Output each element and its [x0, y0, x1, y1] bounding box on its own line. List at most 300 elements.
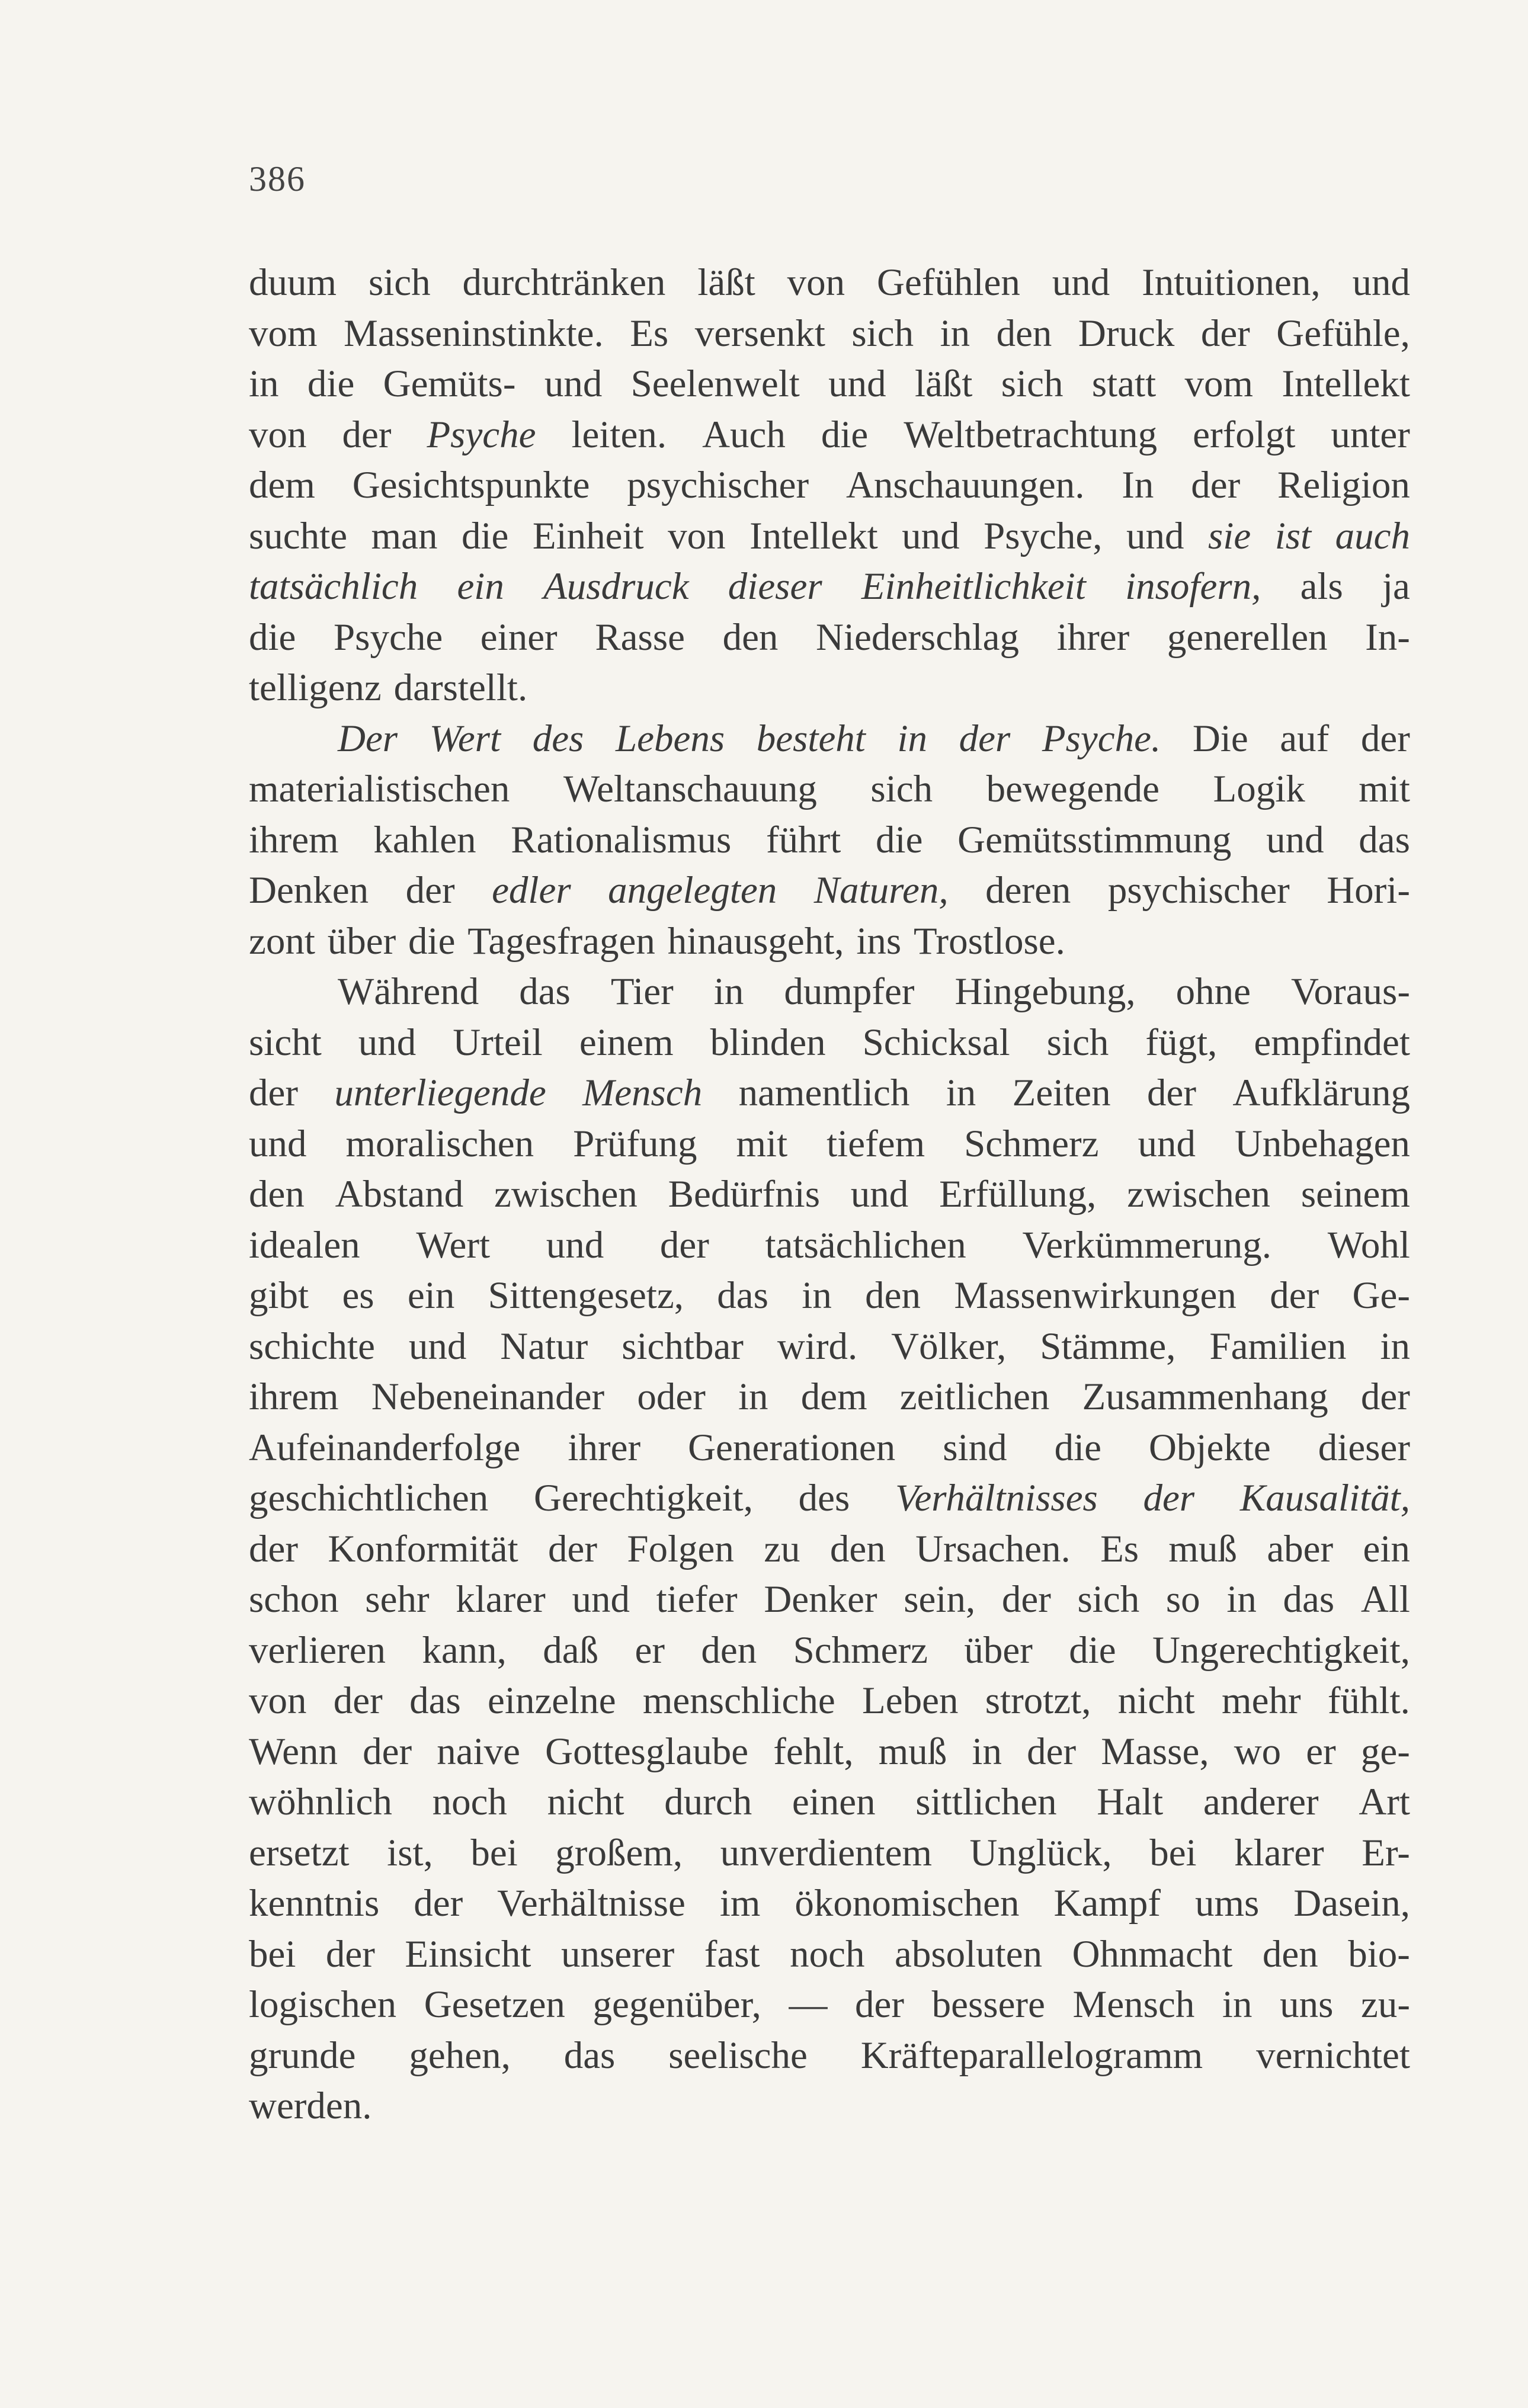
word: hinausgeht, [667, 919, 844, 963]
word: Stämme, [1040, 1325, 1176, 1368]
word: Tier [610, 970, 674, 1013]
word: oder [637, 1375, 706, 1418]
word: man [371, 514, 438, 557]
word: der [1146, 1072, 1196, 1114]
text-line [249, 967, 1410, 1018]
word: uns [1280, 1983, 1334, 2026]
emphasized-word: der [959, 717, 1011, 760]
body-text [249, 258, 1410, 2132]
text-line [249, 511, 1410, 562]
word: und [544, 363, 603, 405]
word: In- [1365, 615, 1410, 659]
text-line [249, 1828, 1410, 1879]
word: bei [249, 1932, 296, 1976]
word: Hingebung, [954, 970, 1136, 1013]
word: psychischer [1107, 869, 1290, 912]
word: sich [1046, 1021, 1109, 1064]
word: auf [1280, 717, 1330, 760]
word: unserer [560, 1932, 675, 1976]
word: daß [543, 1628, 599, 1672]
word: klarer [1234, 1831, 1324, 1874]
word: ge- [1360, 1730, 1410, 1773]
emphasized-word: Ausdruck [543, 565, 689, 608]
word: erfolgt [1193, 413, 1296, 456]
word: Verhältnisse [497, 1882, 685, 1925]
word: ökonomischen [795, 1882, 1020, 1925]
word: nicht [1117, 1679, 1195, 1722]
word: psychischer [627, 464, 809, 506]
word: Die [1192, 717, 1248, 760]
word: zont [249, 919, 315, 963]
word: bessere [931, 1983, 1045, 2026]
word: wird. [777, 1325, 858, 1368]
word: Einsicht [405, 1932, 531, 1976]
emphasized-word: auch [1335, 514, 1410, 557]
word: Schmerz [793, 1628, 928, 1672]
word: Bedürfnis [668, 1173, 821, 1216]
word: sich [870, 768, 933, 810]
word: einem [579, 1021, 674, 1064]
word: den [829, 1527, 886, 1570]
word: die [249, 615, 296, 659]
word: sichtbar [622, 1325, 744, 1368]
word: und [902, 514, 960, 557]
word: blinden [710, 1021, 826, 1064]
word: die [821, 413, 869, 456]
word: sich [1001, 363, 1063, 405]
word: läßt [914, 363, 973, 405]
word: Gesetzen [424, 1983, 565, 2026]
word: der [1360, 1375, 1410, 1418]
word: die [1069, 1628, 1116, 1672]
text-line [249, 1169, 1410, 1220]
text-line [249, 1423, 1410, 1474]
word: den [1262, 1932, 1318, 1976]
text-line [249, 1625, 1410, 1676]
word: und [572, 1578, 630, 1621]
word: Ursachen. [915, 1527, 1071, 1570]
word: schon [249, 1578, 339, 1621]
word: idealen [249, 1223, 360, 1266]
emphasized-word: Psyche. [1042, 717, 1161, 760]
word: der [547, 1527, 597, 1570]
word: Schicksal [862, 1021, 1010, 1064]
word: Verkümmerung. [1022, 1223, 1272, 1266]
word: der [1191, 464, 1241, 506]
word: sich [851, 312, 914, 355]
emphasized-word: Kausalität, [1239, 1477, 1410, 1519]
word: Prüfung [573, 1122, 697, 1165]
word: Denken [249, 869, 369, 912]
text-line [249, 562, 1410, 613]
word: bei [470, 1831, 518, 1874]
word: ein [1363, 1527, 1410, 1570]
word: Intellekt [749, 514, 878, 557]
word: der [333, 1679, 383, 1722]
word: der [325, 1932, 375, 1976]
word: Rasse [595, 615, 685, 659]
word: Nebeneinander [371, 1375, 605, 1418]
word: einzelne [488, 1679, 616, 1722]
word: noch [432, 1781, 507, 1823]
emphasized-word: der [1143, 1477, 1195, 1519]
word: Gemütsstimmung [957, 818, 1232, 861]
word: in [802, 1274, 832, 1317]
word: Folgen [627, 1527, 734, 1570]
word: sind [943, 1426, 1007, 1469]
word: Weltbetrachtung [904, 413, 1158, 456]
word: Kräfteparallelogramm [860, 2034, 1203, 2077]
word: Einheit [532, 514, 644, 557]
text-line [249, 1119, 1410, 1170]
word: das [519, 970, 571, 1013]
word: zu- [1360, 1983, 1410, 2026]
word: sein, [904, 1578, 976, 1621]
word: Abstand [335, 1173, 464, 1216]
word: ja [1382, 565, 1410, 608]
word: gegenüber, [592, 1983, 761, 2026]
word: der [249, 1072, 298, 1114]
word: empfindet [1254, 1021, 1410, 1064]
word: Objekte [1149, 1426, 1271, 1469]
word: das [563, 2034, 616, 2077]
word: tatsächlichen [765, 1223, 966, 1266]
word: in [1226, 1578, 1257, 1621]
word: der [855, 1983, 905, 2026]
word: Trostlose. [914, 919, 1065, 963]
word: Masseninstinkte. [344, 312, 604, 355]
word: anderer [1203, 1781, 1319, 1823]
word: darstellt. [393, 666, 528, 709]
word: und [1352, 261, 1410, 304]
word: tiefer [656, 1578, 738, 1621]
text-line [249, 1220, 1410, 1271]
word: fehlt, [773, 1730, 854, 1773]
word: Sittengesetz, [488, 1274, 684, 1317]
word: Gerechtigkeit, [533, 1477, 753, 1519]
word: und [546, 1223, 604, 1266]
word: das [1283, 1578, 1335, 1621]
word: Es [1100, 1527, 1139, 1570]
word: Psyche, [984, 514, 1103, 557]
word: materialistischen [249, 768, 510, 810]
text-line [249, 1777, 1410, 1828]
word: dem [249, 464, 315, 506]
word: ihrem [249, 1375, 339, 1418]
page-number: 386 [249, 159, 306, 198]
text-line [249, 1473, 1410, 1524]
word: Intellekt [1282, 363, 1410, 405]
word: durch [664, 1781, 752, 1823]
word: aber [1267, 1527, 1334, 1570]
word: bei [1149, 1831, 1197, 1874]
text-line [249, 613, 1410, 663]
word: großem, [555, 1831, 683, 1874]
word: Konformität [328, 1527, 518, 1570]
word: der [405, 869, 455, 912]
word: die [408, 919, 456, 963]
word: Urteil [453, 1021, 543, 1064]
word: gehen, [409, 2034, 511, 2077]
word: in [946, 1072, 976, 1114]
text-line [249, 258, 1410, 309]
word: Aufeinanderfolge [249, 1426, 521, 1469]
word: Rationalismus [511, 818, 732, 861]
word: muß [878, 1730, 947, 1773]
word: absoluten [894, 1932, 1043, 1976]
emphasized-word: des [532, 717, 584, 760]
text-line [249, 410, 1410, 461]
word: zu [764, 1527, 800, 1570]
word: namentlich [738, 1072, 910, 1114]
word: über [327, 919, 396, 963]
word: All [1360, 1578, 1410, 1621]
word: statt [1091, 363, 1157, 405]
word: durchtränken [462, 261, 666, 304]
emphasized-word: insofern, [1125, 565, 1261, 608]
word: Mensch [1072, 1983, 1195, 2026]
word: ein [407, 1274, 455, 1317]
word: Es [630, 312, 669, 355]
word: dieser [1318, 1426, 1410, 1469]
word: Während [338, 970, 479, 1013]
word: Dasein, [1293, 1882, 1410, 1925]
emphasized-word: ist [1274, 514, 1312, 557]
word: mit [736, 1122, 788, 1165]
word: als [1300, 565, 1343, 608]
word: naive [437, 1730, 521, 1773]
word: und [828, 363, 886, 405]
word: Ge- [1352, 1274, 1410, 1317]
emphasized-word: Wert [429, 717, 501, 760]
word: der [1200, 312, 1250, 355]
text-line [249, 2031, 1410, 2082]
word: des [798, 1477, 850, 1519]
word: fast [704, 1932, 760, 1976]
word: suchte [249, 514, 348, 557]
word: fügt, [1145, 1021, 1218, 1064]
word: mehr [1222, 1679, 1301, 1722]
word: logischen [249, 1983, 397, 2026]
word: grunde [249, 2034, 356, 2077]
word: Erfüllung, [939, 1173, 1097, 1216]
word: es [342, 1274, 374, 1317]
emphasized-word: besteht [756, 717, 866, 760]
word: von [787, 261, 845, 304]
word: Kampf [1053, 1882, 1161, 1925]
word: der [659, 1223, 709, 1266]
word: und [1052, 261, 1110, 304]
word: sich [368, 261, 431, 304]
word: Druck [1078, 312, 1175, 355]
emphasized-word: in [897, 717, 928, 760]
word: noch [790, 1932, 865, 1976]
word: in [738, 1375, 768, 1418]
word: Völker, [891, 1325, 1007, 1368]
emphasized-word: Lebens [615, 717, 725, 760]
word: von [668, 514, 726, 557]
text-line [249, 1878, 1410, 1929]
emphasized-word: Der [338, 717, 398, 760]
word: und [1266, 818, 1324, 861]
word: schichte [249, 1325, 375, 1368]
word: unverdientem [720, 1831, 933, 1874]
text-line [249, 1068, 1410, 1119]
word: Wert [416, 1223, 491, 1266]
word: klarer [456, 1578, 546, 1621]
text-line [249, 1322, 1410, 1373]
word: nicht [547, 1781, 624, 1823]
word: Unbehagen [1234, 1122, 1410, 1165]
word: vernichtet [1256, 2034, 1410, 2077]
word: zeitlichen [899, 1375, 1050, 1418]
text-line [249, 764, 1410, 815]
word: strotzt, [985, 1679, 1091, 1722]
emphasized-word: Naturen, [813, 869, 949, 912]
word: in [249, 363, 279, 405]
word: muß [1168, 1527, 1237, 1570]
word: Er- [1362, 1831, 1410, 1874]
word: Gesichtspunkte [352, 464, 590, 506]
text-line [249, 815, 1410, 866]
word: Niederschlag [816, 615, 1019, 659]
word: er [635, 1628, 665, 1672]
word: und [850, 1173, 909, 1216]
word: Seelenwelt [630, 363, 800, 405]
word: Voraus- [1290, 970, 1410, 1013]
word: moralischen [345, 1122, 534, 1165]
word: der [1270, 1274, 1319, 1317]
word: zwischen [1127, 1173, 1271, 1216]
word: Intuitionen, [1142, 261, 1321, 304]
word: den [722, 615, 779, 659]
word: Tagesfragen [467, 919, 655, 963]
word: und [249, 1122, 307, 1165]
text-line [249, 359, 1410, 410]
text-line [249, 2081, 1410, 2132]
word: wöhnlich [249, 1781, 392, 1823]
word: der [249, 1527, 298, 1570]
text-line [249, 1018, 1410, 1069]
emphasized-word: Verhältnisses [895, 1477, 1098, 1519]
word: telligenz [249, 666, 382, 709]
word: führt [765, 818, 841, 861]
word: die [461, 514, 509, 557]
word: ihrer [568, 1426, 641, 1469]
word: von [249, 1679, 307, 1722]
word: Zusammenhang [1082, 1375, 1328, 1418]
word: gibt [249, 1274, 309, 1317]
word: ihrer [1056, 615, 1130, 659]
word: der [414, 1882, 463, 1925]
text-line [249, 1929, 1410, 1980]
word: vom [249, 312, 318, 355]
text-line [249, 1575, 1410, 1625]
word: Unglück, [969, 1831, 1112, 1874]
word: von [249, 413, 307, 456]
word: der [1001, 1578, 1051, 1621]
word: in [713, 970, 744, 1013]
word: Hori- [1327, 869, 1410, 912]
word: generellen [1167, 615, 1328, 659]
word: ins [856, 919, 902, 963]
word: der [342, 413, 392, 456]
word: und [408, 1325, 467, 1368]
emphasized-word: unterliegende [334, 1072, 546, 1114]
word: kenntnis [249, 1882, 380, 1925]
word: Psyche [334, 615, 443, 659]
word: das [717, 1274, 768, 1317]
word: ohne [1175, 970, 1251, 1013]
word: bio- [1348, 1932, 1410, 1976]
word: Anschauungen. [845, 464, 1085, 506]
word: Wohl [1327, 1223, 1410, 1266]
word: ums [1194, 1882, 1260, 1925]
text-line [249, 865, 1410, 916]
word: bewegende [986, 768, 1159, 810]
word: so [1165, 1578, 1200, 1621]
word: die [1054, 1426, 1101, 1469]
text-line [249, 1676, 1410, 1727]
word: einen [792, 1781, 876, 1823]
word: unter [1331, 413, 1410, 456]
word: leiten. [571, 413, 667, 456]
word: der [1360, 717, 1410, 760]
word: Denker [764, 1578, 877, 1621]
text-line [249, 714, 1410, 765]
word: vom [1184, 363, 1254, 405]
word: dem [800, 1375, 867, 1418]
word: läßt [697, 261, 755, 304]
word: den [701, 1628, 757, 1672]
word: der [363, 1730, 412, 1773]
text-line [249, 1372, 1410, 1423]
word: ihrem [249, 818, 339, 861]
word: Art [1359, 1781, 1410, 1823]
word: der [1027, 1730, 1077, 1773]
text-line [249, 663, 1410, 714]
text-line [249, 460, 1410, 511]
word: tiefem [827, 1122, 925, 1165]
word: geschichtlichen [249, 1477, 489, 1519]
word: deren [985, 869, 1071, 912]
emphasized-word: Mensch [582, 1072, 703, 1114]
word: fühlt. [1327, 1679, 1410, 1722]
word: Familien [1209, 1325, 1347, 1368]
word: Auch [702, 413, 786, 456]
word: mit [1359, 768, 1410, 810]
text-line [249, 1524, 1410, 1575]
word: dumpfer [784, 970, 915, 1013]
word: und [1138, 1122, 1196, 1165]
word: Gefühle, [1276, 312, 1410, 355]
word: die [876, 818, 923, 861]
word: einer [480, 615, 558, 659]
word: sich [1077, 1578, 1140, 1621]
word: Ungerechtigkeit, [1152, 1628, 1410, 1672]
emphasized-word: angelegten [608, 869, 777, 912]
word: versenkt [694, 312, 825, 355]
text-line [249, 1980, 1410, 2031]
word: er [1306, 1730, 1336, 1773]
word: In [1122, 464, 1154, 506]
emphasized-word: ein [457, 565, 504, 608]
word: Leben [862, 1679, 959, 1722]
word: verlieren [249, 1628, 386, 1672]
emphasized-word: dieser [728, 565, 822, 608]
word: zwischen [494, 1173, 638, 1216]
word: seelische [668, 2034, 808, 2077]
